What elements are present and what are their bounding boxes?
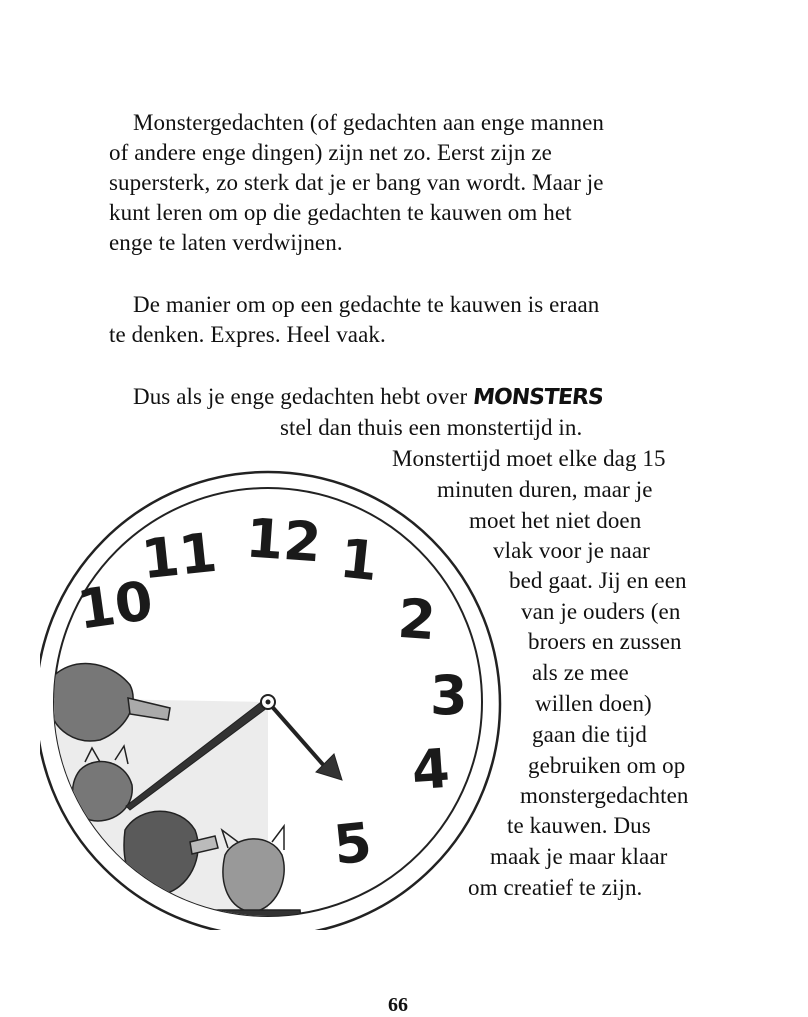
text-fragment: Dus als je enge gedachten hebt over (133, 384, 468, 409)
clock-number-11: 11 (138, 520, 220, 592)
text-line: stel dan thuis een monstertijd in. (280, 415, 583, 440)
text-line: enge te laten verdwijnen. (109, 230, 343, 255)
clock-drawing (40, 470, 510, 930)
text-line: broers en zussen (528, 629, 682, 654)
text-line: te kauwen. Dus (507, 813, 651, 838)
text-line: supersterk, zo sterk dat je er bang van wordt. Maar je (109, 170, 604, 195)
text-line: gaan die tijd (532, 722, 647, 747)
clock-number-1: 1 (336, 526, 381, 594)
text-line: willen doen) (535, 691, 652, 716)
clock-center-dot (266, 700, 271, 705)
text-line: gebruiken om op (528, 753, 686, 778)
clock-number-3: 3 (430, 664, 468, 727)
clock-number-4: 4 (409, 736, 452, 803)
text-line: minuten duren, maar je (437, 477, 653, 502)
monsters-word-lettering: MONSTERS (471, 385, 605, 410)
text-line (133, 382, 603, 413)
clock-number-2: 2 (395, 586, 438, 653)
text-line: te denken. Expres. Heel vaak. (109, 322, 386, 347)
text-line: van je ouders (en (521, 599, 681, 624)
text-line: monstergedachten (520, 783, 689, 808)
text-line: maak je maar klaar (490, 844, 668, 869)
text-line: vlak voor je naar (493, 538, 650, 563)
text-line: bed gaat. Jij en een (509, 568, 687, 593)
text-line: Monstergedachten (of gedachten aan enge mannen (133, 110, 605, 135)
clock-number-12: 12 (243, 506, 324, 575)
clock-number-5: 5 (330, 810, 375, 878)
text-line: moet het niet doen (469, 508, 642, 533)
text-line: kunt leren om op die gedachten te kauwen om het (109, 200, 572, 225)
text-line: of andere enge dingen) zijn net zo. Eerst zijn ze (109, 140, 552, 165)
text-line: om creatief te zijn. (468, 875, 643, 900)
page-number: 66 (388, 994, 408, 1016)
text-line: als ze mee (532, 660, 629, 685)
text-line: De manier om op een gedachte te kauwen is eraan (133, 292, 600, 317)
clock-illustration (40, 470, 510, 930)
clock-number-10: 10 (73, 568, 157, 642)
text-line: Monstertijd moet elke dag 15 (392, 446, 666, 471)
